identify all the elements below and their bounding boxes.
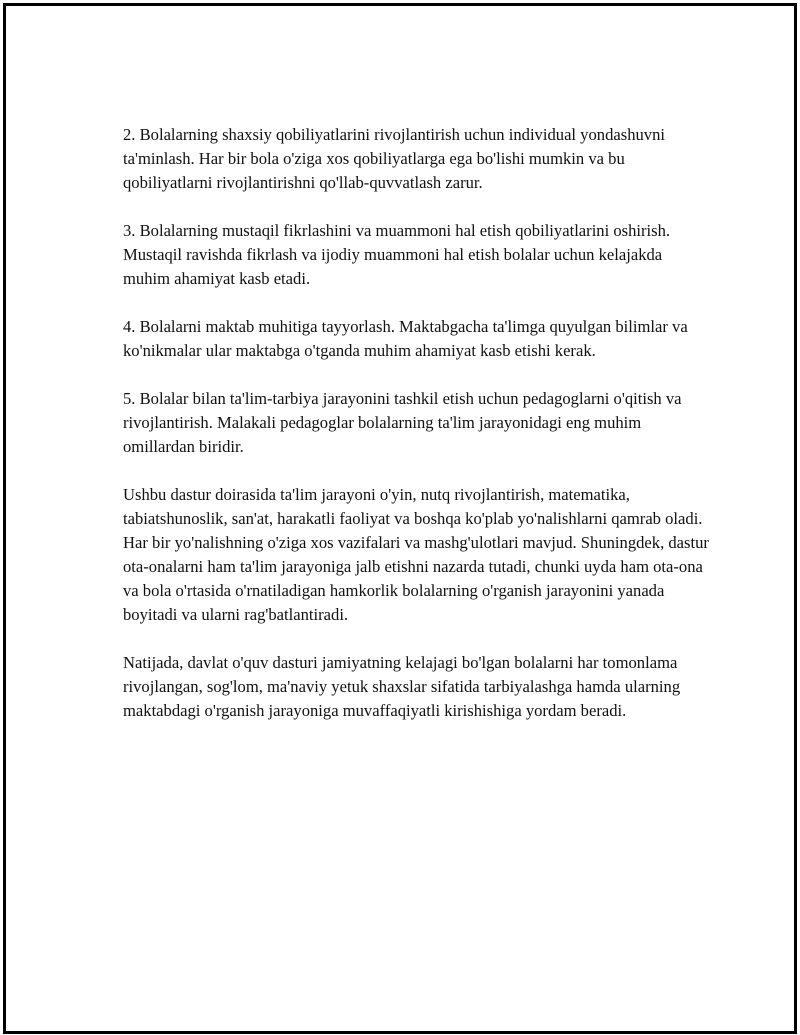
- paragraph-program-scope: Ushbu dastur doirasida ta'lim jarayoni o'yin, nutq rivojlantirish, matematika, tabiatshunoslik, san'at, harakatli faoliyat va boshqa ko'plab yo'nalishlarni qamrab oladi. Har bir yo'nalishning o'ziga xos vazifalari va mashg'ulotlari mavjud. Shuningdek, dastur ota-onalarni ham ta'lim jarayoniga jalb etishni nazarda tutadi, chunki uyda ham ota-ona va bola o'rtasida o'rnatiladigan hamkorlik bolalarning o'rganish jarayonini yanada boyitadi va ularni rag'batlantiradi.: [123, 485, 709, 624]
- paragraph-item-5: 5. Bolalar bilan ta'lim-tarbiya jarayonini tashkil etish uchun pedagoglarni o'qitish va rivojlantirish. Malakali pedagoglar bolalarning ta'lim jarayonidagi eng muhim omillardan biridir.: [123, 389, 682, 456]
- paragraph-item-4: 4. Bolalarni maktab muhitiga tayyorlash. Maktabgacha ta'limga quyulgan bilimlar va ko'nikmalar ular maktabga o'tganda muhim ahamiyat kasb etishi kerak.: [123, 317, 688, 360]
- paragraph-item-2: 2. Bolalarning shaxsiy qobiliyatlarini rivojlantirish uchun individual yondashuvni ta'minlash. Har bir bola o'ziga xos qobiliyatlarga ega bo'lishi mumkin va bu qobiliyatlarni rivojlantirishni qo'llab-quvvatlash zarur.: [123, 125, 665, 192]
- paragraph-item-3: 3. Bolalarning mustaqil fikrlashini va muammoni hal etish qobiliyatlarini oshirish. Mustaqil ravishda fikrlash va ijodiy muammoni hal etish bolalar uchun kelajakda muhim ahamiyat kasb etadi.: [123, 221, 671, 288]
- document-body: [123, 123, 713, 747]
- document-page: [3, 3, 797, 1034]
- paragraph-conclusion: Natijada, davlat o'quv dasturi jamiyatning kelajagi bo'lgan bolalarni har tomonlama rivojlangan, sog'lom, ma'naviy yetuk shaxslar sifatida tarbiyalashga hamda ularning maktabdagi o'rganish jarayoniga muvaffaqiyatli kirishishiga yordam beradi.: [123, 653, 681, 720]
